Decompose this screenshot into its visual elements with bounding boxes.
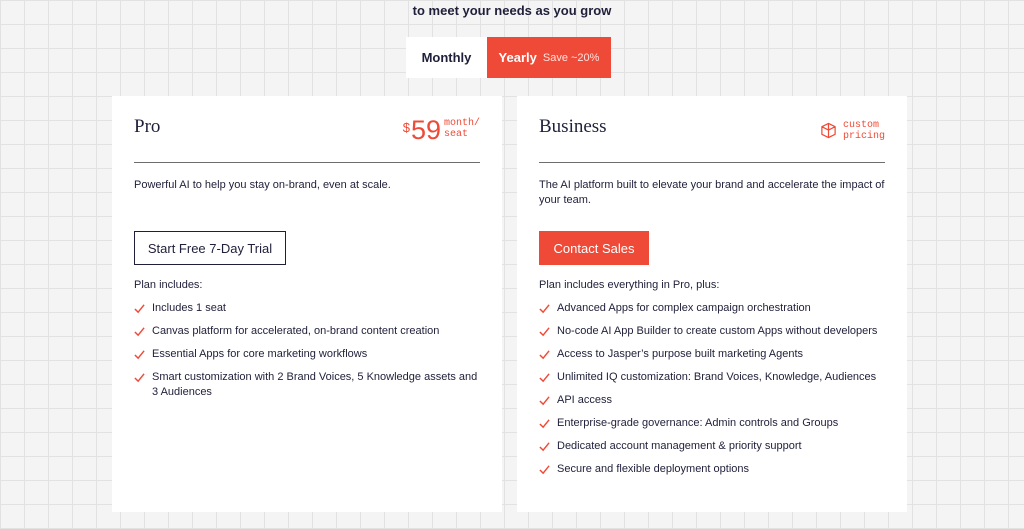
feature-text: Secure and flexible deployment options: [557, 463, 750, 475]
feature-text: No-code AI App Builder to create custom Apps without developers: [557, 325, 878, 337]
pro-plan-name: Pro: [134, 116, 161, 137]
pro-price-period: [444, 118, 480, 140]
yearly-save-badge: Save ~20%: [542, 51, 600, 64]
list-item: [134, 370, 480, 400]
business-includes-label: Plan includes everything in Pro, plus:: [539, 279, 720, 291]
check-icon: [539, 326, 550, 337]
feature-text: Enterprise-grade governance: Admin controls and Groups: [557, 417, 839, 429]
feature-text: Canvas platform for accelerated, on-brand content creation: [152, 325, 440, 337]
business-price: [820, 120, 885, 142]
list-item: [539, 324, 885, 339]
pro-price-currency: $: [402, 120, 410, 135]
yearly-toggle-button[interactable]: [487, 37, 611, 78]
list-item: [134, 347, 480, 362]
check-icon: [134, 372, 145, 383]
check-icon: [539, 303, 550, 314]
pro-plan-card: [112, 96, 502, 512]
start-trial-button[interactable]: Start Free 7-Day Trial: [134, 231, 286, 265]
pro-description: Powerful AI to help you stay on-brand, even at scale.: [134, 179, 391, 191]
monthly-label: Monthly: [421, 50, 472, 65]
cube-icon: [820, 122, 837, 139]
feature-text: Unlimited IQ customization: Brand Voices, Knowledge, Audiences: [557, 371, 877, 383]
pro-price-period-line1: month/: [443, 118, 480, 129]
pro-card-header: [134, 96, 480, 163]
pro-price-amount: 59: [410, 115, 441, 145]
list-item: [539, 301, 885, 316]
business-price-line1: custom: [842, 120, 879, 131]
check-icon: [539, 464, 550, 475]
check-icon: [539, 395, 550, 406]
monthly-toggle-button[interactable]: [406, 37, 487, 78]
check-icon: [539, 349, 550, 360]
feature-text: Includes 1 seat: [152, 302, 226, 314]
feature-text: Dedicated account management & priority support: [557, 440, 802, 452]
check-icon: [134, 303, 145, 314]
business-card-header: [539, 96, 885, 163]
list-item: [539, 370, 885, 385]
pro-price: [402, 115, 480, 145]
business-price-text: [843, 120, 885, 142]
list-item: [539, 439, 885, 454]
contact-sales-button[interactable]: Contact Sales: [539, 231, 649, 265]
feature-text: Essential Apps for core marketing workflows: [152, 348, 368, 360]
check-icon: [539, 372, 550, 383]
yearly-label: Yearly: [498, 50, 537, 65]
pro-price-period-line2: seat: [443, 129, 468, 140]
feature-text: API access: [557, 394, 613, 406]
pro-feature-list: [134, 301, 480, 400]
list-item: [134, 301, 480, 316]
pro-includes-label: Plan includes:: [134, 279, 203, 291]
list-item: [539, 393, 885, 408]
list-item: [539, 416, 885, 431]
billing-toggle: [406, 37, 611, 78]
check-icon: [134, 349, 145, 360]
check-icon: [539, 418, 550, 429]
list-item: [539, 347, 885, 362]
feature-text: Advanced Apps for complex campaign orchestration: [557, 302, 811, 314]
business-plan-name: Business: [539, 116, 607, 137]
list-item: [539, 462, 885, 477]
pricing-subtitle: to meet your needs as you grow: [412, 3, 612, 18]
check-icon: [134, 326, 145, 337]
feature-text: Smart customization with 2 Brand Voices, 5 Knowledge assets and 3 Audiences: [152, 371, 478, 398]
business-price-line2: pricing: [842, 131, 885, 142]
feature-text: Access to Jasper’s purpose built marketing Agents: [557, 348, 804, 360]
list-item: [134, 324, 480, 339]
business-plan-card: [517, 96, 907, 512]
business-feature-list: [539, 301, 885, 477]
business-description: The AI platform built to elevate your brand and accelerate the impact of your team.: [539, 179, 885, 206]
check-icon: [539, 441, 550, 452]
